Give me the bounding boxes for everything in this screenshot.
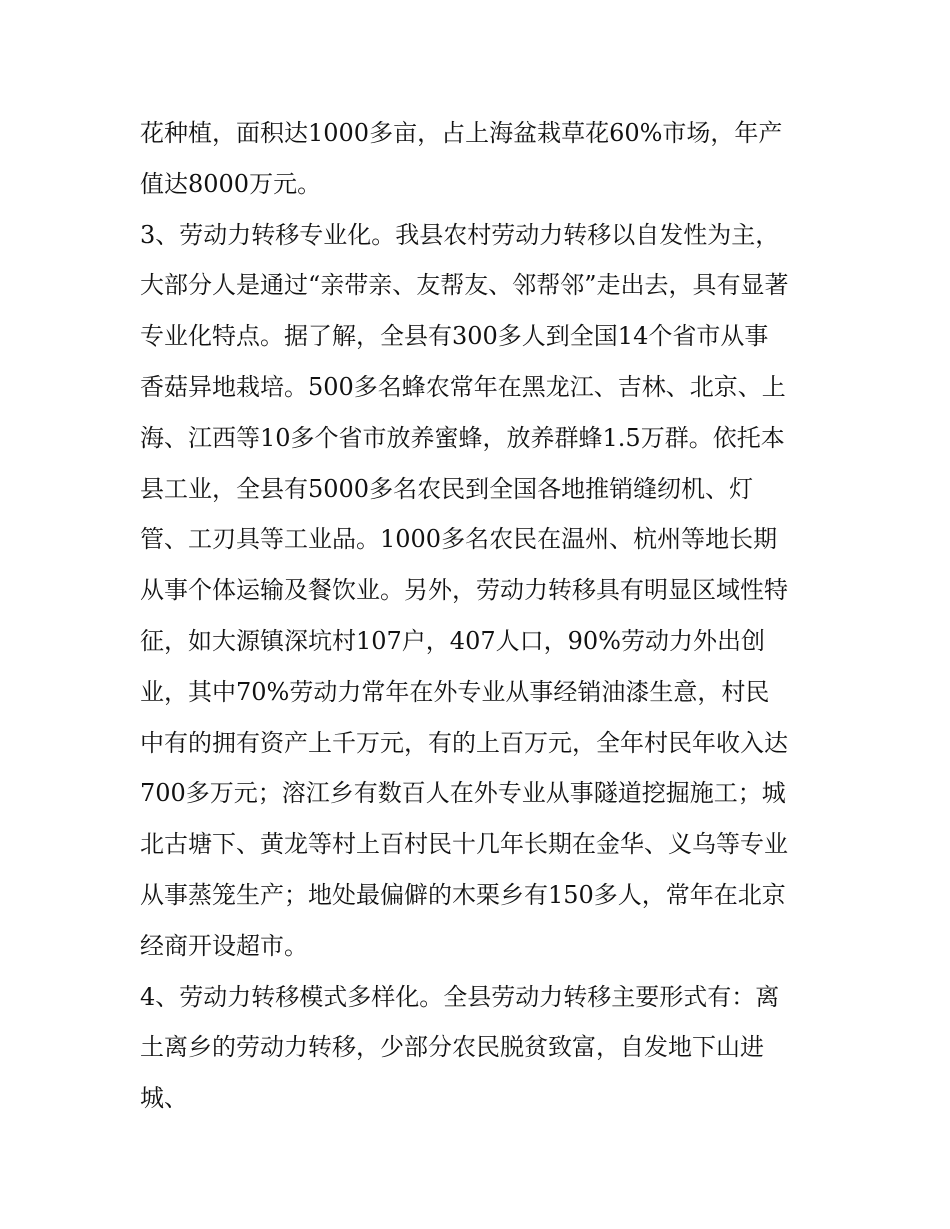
text-line: 4、劳动力转移模式多样化。全县劳动力转移主要形式有：离 xyxy=(140,982,780,1011)
text-line: 香菇异地栽培。500多名蜂农常年在黑龙江、吉林、北京、上 xyxy=(140,372,786,401)
text-line: 中有的拥有资产上千万元，有的上百万元，全年村民年收入达 xyxy=(140,728,788,757)
text-line: 县工业，全县有5000多名农民到全国各地推销缝纫机、灯 xyxy=(140,474,754,503)
text-line: 北古塘下、黄龙等村上百村民十几年长期在金华、义乌等专业 xyxy=(140,830,788,859)
text-line: 管、工刃具等工业品。1000多名农民在温州、杭州等地长期 xyxy=(140,525,778,554)
text-line: 海、江西等10多个省市放养蜜蜂，放养群蜂1.5万群。依托本 xyxy=(140,423,785,452)
text-line: 经商开设超市。 xyxy=(140,931,308,960)
body-text xyxy=(140,108,820,1124)
text-line: 征，如大源镇深坑村107户，407人口，90%劳动力外出创 xyxy=(140,626,765,655)
text-line: 700多万元；溶江乡有数百人在外专业从事隧道挖掘施工；城 xyxy=(140,779,786,808)
text-line: 土离乡的劳动力转移，少部分农民脱贫致富，自发地下山进 xyxy=(140,1033,764,1062)
text-line: 业，其中70%劳动力常年在外专业从事经销油漆生意，村民 xyxy=(140,677,770,706)
text-line: 花种植，面积达1000多亩，占上海盆栽草花60%市场，年产 xyxy=(140,119,783,147)
text-line: 城、 xyxy=(140,1084,188,1113)
text-line: 值达8000万元。 xyxy=(140,169,322,198)
text-line: 从事个体运输及餐饮业。另外，劳动力转移具有明显区域性特 xyxy=(140,576,788,605)
text-line: 从事蒸笼生产；地处最偏僻的木栗乡有150多人，常年在北京 xyxy=(140,880,786,909)
text-line: 专业化特点。据了解，全县有300多人到全国14个省市从事 xyxy=(140,322,769,351)
text-line: 3、劳动力转移专业化。我县农村劳动力转移以自发性为主， xyxy=(140,220,780,249)
text-line: 大部分人是通过“亲带亲、友帮友、邻帮邻”走出去，具有显著 xyxy=(140,271,789,300)
